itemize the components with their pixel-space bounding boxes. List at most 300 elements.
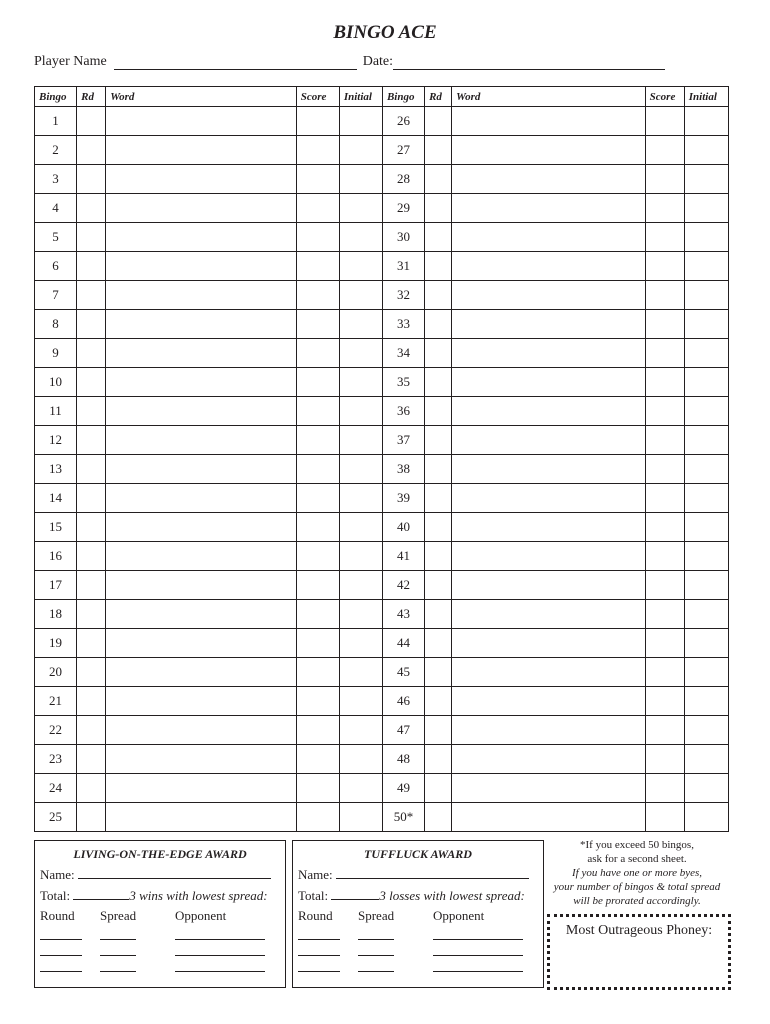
rd-cell[interactable] — [77, 542, 106, 571]
word-cell[interactable] — [106, 513, 297, 542]
initial-cell[interactable] — [684, 107, 728, 136]
rd-cell[interactable] — [77, 426, 106, 455]
word-cell[interactable] — [452, 107, 646, 136]
word-cell[interactable] — [452, 426, 646, 455]
word-cell[interactable] — [452, 281, 646, 310]
initial-cell[interactable] — [684, 194, 728, 223]
initial-cell[interactable] — [684, 426, 728, 455]
word-cell[interactable] — [106, 600, 297, 629]
rd-cell[interactable] — [425, 629, 452, 658]
edge-award-title: LIVING-ON-THE-EDGE AWARD — [73, 847, 247, 861]
word-cell[interactable] — [452, 339, 646, 368]
bingo-number: 15 — [35, 513, 77, 542]
initial-cell[interactable] — [339, 571, 382, 600]
tuff-total-label: Total: — [298, 888, 329, 903]
bingo-number: 47 — [382, 716, 424, 745]
rd-cell[interactable] — [77, 281, 106, 310]
bingo-number: 18 — [35, 600, 77, 629]
bingo-number: 5 — [35, 223, 77, 252]
bingo-number: 14 — [35, 484, 77, 513]
initial-cell[interactable] — [339, 368, 382, 397]
bingo-number: 35 — [382, 368, 424, 397]
bingo-number: 36 — [382, 397, 424, 426]
table-row — [35, 513, 729, 542]
score-cell[interactable] — [645, 281, 684, 310]
word-cell[interactable] — [452, 803, 646, 832]
word-cell[interactable] — [452, 194, 646, 223]
initial-cell[interactable] — [339, 397, 382, 426]
initial-cell[interactable] — [684, 658, 728, 687]
word-cell[interactable] — [106, 223, 297, 252]
table-row — [35, 455, 729, 484]
word-cell[interactable] — [452, 455, 646, 484]
rd-cell[interactable] — [77, 194, 106, 223]
score-cell[interactable] — [645, 397, 684, 426]
table-row — [35, 252, 729, 281]
word-cell[interactable] — [106, 194, 297, 223]
score-cell[interactable] — [296, 310, 339, 339]
word-cell[interactable] — [452, 252, 646, 281]
player-name-field[interactable] — [114, 55, 357, 70]
word-cell[interactable] — [106, 774, 297, 803]
word-cell[interactable] — [106, 484, 297, 513]
edge-spread-label: Spread — [100, 908, 137, 923]
score-cell[interactable] — [645, 803, 684, 832]
rd-cell[interactable] — [77, 165, 106, 194]
score-cell[interactable] — [645, 774, 684, 803]
initial-cell[interactable] — [684, 397, 728, 426]
score-cell[interactable] — [296, 513, 339, 542]
col-word: Word — [106, 87, 297, 107]
word-cell[interactable] — [106, 281, 297, 310]
edge-blank-row[interactable] — [40, 962, 285, 972]
bingo-number: 10 — [35, 368, 77, 397]
rd-cell[interactable] — [77, 629, 106, 658]
edge-blank-row[interactable] — [40, 930, 285, 940]
rd-cell[interactable] — [425, 484, 452, 513]
rd-cell[interactable] — [425, 455, 452, 484]
word-cell[interactable] — [106, 658, 297, 687]
score-cell[interactable] — [296, 136, 339, 165]
score-cell[interactable] — [645, 687, 684, 716]
tuff-opponent-label: Opponent — [433, 908, 485, 923]
word-cell[interactable] — [106, 542, 297, 571]
word-cell[interactable] — [106, 339, 297, 368]
edge-name-row — [40, 867, 285, 883]
initial-cell[interactable] — [339, 774, 382, 803]
score-cell[interactable] — [296, 397, 339, 426]
bingo-number: 32 — [382, 281, 424, 310]
word-cell[interactable] — [452, 774, 646, 803]
bingo-number: 27 — [382, 136, 424, 165]
word-cell[interactable] — [452, 571, 646, 600]
tuff-total-field[interactable] — [331, 889, 379, 900]
note-line: *If you exceed 50 bingos, — [580, 839, 694, 851]
rd-cell[interactable] — [77, 774, 106, 803]
score-cell[interactable] — [645, 107, 684, 136]
col-rd: Rd — [77, 87, 106, 107]
word-cell[interactable] — [452, 745, 646, 774]
score-cell[interactable] — [645, 658, 684, 687]
tuff-total-row — [298, 888, 543, 904]
rd-cell[interactable] — [425, 397, 452, 426]
word-cell[interactable] — [452, 629, 646, 658]
score-cell[interactable] — [296, 455, 339, 484]
score-cell[interactable] — [296, 658, 339, 687]
word-cell[interactable] — [452, 310, 646, 339]
score-cell[interactable] — [645, 600, 684, 629]
score-cell[interactable] — [645, 252, 684, 281]
rd-cell[interactable] — [425, 571, 452, 600]
rd-cell[interactable] — [425, 107, 452, 136]
bingo-number: 41 — [382, 542, 424, 571]
rd-cell[interactable] — [77, 368, 106, 397]
initial-cell[interactable] — [339, 629, 382, 658]
tuff-blank-row[interactable] — [298, 946, 543, 956]
rd-cell[interactable] — [77, 252, 106, 281]
rd-cell[interactable] — [425, 339, 452, 368]
exceed-note — [542, 838, 732, 908]
tuff-name-label: Name: — [298, 867, 333, 882]
rd-cell[interactable] — [425, 542, 452, 571]
rd-cell[interactable] — [77, 571, 106, 600]
initial-cell[interactable] — [339, 194, 382, 223]
initial-cell[interactable] — [339, 600, 382, 629]
bingo-number: 26 — [382, 107, 424, 136]
col-initial: Initial — [339, 87, 382, 107]
score-cell[interactable] — [296, 542, 339, 571]
rd-cell[interactable] — [425, 136, 452, 165]
word-cell[interactable] — [452, 484, 646, 513]
initial-cell[interactable] — [339, 484, 382, 513]
rd-cell[interactable] — [425, 252, 452, 281]
col-rd: Rd — [425, 87, 452, 107]
rd-cell[interactable] — [77, 484, 106, 513]
word-cell[interactable] — [452, 136, 646, 165]
table-row — [35, 803, 729, 832]
score-cell[interactable] — [296, 774, 339, 803]
initial-cell[interactable] — [684, 136, 728, 165]
word-cell[interactable] — [452, 397, 646, 426]
bingo-number: 8 — [35, 310, 77, 339]
table-row — [35, 629, 729, 658]
score-cell[interactable] — [645, 165, 684, 194]
bingo-number: 37 — [382, 426, 424, 455]
phoney-label: Most Outrageous Phoney: — [565, 923, 713, 938]
rd-cell[interactable] — [77, 513, 106, 542]
rd-cell[interactable] — [425, 513, 452, 542]
initial-cell[interactable] — [684, 600, 728, 629]
edge-name-label: Name: — [40, 867, 75, 882]
initial-cell[interactable] — [684, 368, 728, 397]
table-row — [35, 310, 729, 339]
edge-blank-row[interactable] — [40, 946, 285, 956]
word-cell[interactable] — [106, 571, 297, 600]
initial-cell[interactable] — [684, 339, 728, 368]
initial-cell[interactable] — [339, 426, 382, 455]
initial-cell[interactable] — [684, 629, 728, 658]
bingo-number: 48 — [382, 745, 424, 774]
initial-cell[interactable] — [339, 803, 382, 832]
rd-cell[interactable] — [425, 194, 452, 223]
table-row — [35, 542, 729, 571]
rd-cell[interactable] — [425, 803, 452, 832]
score-cell[interactable] — [296, 107, 339, 136]
bingo-number: 42 — [382, 571, 424, 600]
table-row — [35, 136, 729, 165]
edge-total-field[interactable] — [73, 889, 129, 900]
bingo-number: 7 — [35, 281, 77, 310]
word-cell[interactable] — [106, 368, 297, 397]
score-cell[interactable] — [645, 629, 684, 658]
bingo-number: 50* — [382, 803, 424, 832]
initial-cell[interactable] — [339, 136, 382, 165]
bingo-number: 39 — [382, 484, 424, 513]
score-cell[interactable] — [645, 194, 684, 223]
initial-cell[interactable] — [339, 745, 382, 774]
rd-cell[interactable] — [425, 368, 452, 397]
score-cell[interactable] — [645, 513, 684, 542]
rd-cell[interactable] — [425, 658, 452, 687]
word-cell[interactable] — [106, 136, 297, 165]
score-cell[interactable] — [296, 281, 339, 310]
rd-cell[interactable] — [77, 107, 106, 136]
score-cell[interactable] — [296, 571, 339, 600]
score-cell[interactable] — [296, 194, 339, 223]
score-cell[interactable] — [645, 484, 684, 513]
word-cell[interactable] — [106, 397, 297, 426]
bingo-number: 19 — [35, 629, 77, 658]
initial-cell[interactable] — [684, 803, 728, 832]
bingo-number: 25 — [35, 803, 77, 832]
rd-cell[interactable] — [425, 223, 452, 252]
word-cell[interactable] — [106, 107, 297, 136]
word-cell[interactable] — [452, 165, 646, 194]
col-bingo: Bingo — [382, 87, 424, 107]
rd-cell[interactable] — [77, 745, 106, 774]
initial-cell[interactable] — [339, 687, 382, 716]
rd-cell[interactable] — [77, 658, 106, 687]
rd-cell[interactable] — [77, 716, 106, 745]
initial-cell[interactable] — [339, 542, 382, 571]
score-cell[interactable] — [645, 455, 684, 484]
player-date-line — [34, 50, 674, 70]
bingo-number: 38 — [382, 455, 424, 484]
initial-cell[interactable] — [684, 252, 728, 281]
rd-cell[interactable] — [425, 310, 452, 339]
rd-cell[interactable] — [425, 165, 452, 194]
initial-cell[interactable] — [339, 513, 382, 542]
table-row — [35, 484, 729, 513]
initial-cell[interactable] — [339, 658, 382, 687]
date-label: Date: — [362, 54, 394, 69]
table-row — [35, 687, 729, 716]
tuff-name-field[interactable] — [336, 868, 529, 879]
bingo-number: 45 — [382, 658, 424, 687]
word-cell[interactable] — [106, 426, 297, 455]
table-row — [35, 194, 729, 223]
bingo-number: 31 — [382, 252, 424, 281]
bingo-number: 44 — [382, 629, 424, 658]
score-cell[interactable] — [645, 542, 684, 571]
word-cell[interactable] — [452, 716, 646, 745]
score-cell[interactable] — [645, 426, 684, 455]
initial-cell[interactable] — [339, 252, 382, 281]
edge-total-desc: 3 wins with lowest spread: — [129, 888, 268, 903]
score-cell[interactable] — [645, 136, 684, 165]
table-row — [35, 745, 729, 774]
col-word: Word — [452, 87, 646, 107]
word-cell[interactable] — [106, 165, 297, 194]
tuff-cols — [298, 908, 543, 924]
bingo-number: 43 — [382, 600, 424, 629]
word-cell[interactable] — [106, 455, 297, 484]
initial-cell[interactable] — [684, 513, 728, 542]
bingo-number: 49 — [382, 774, 424, 803]
tuff-name-row — [298, 867, 543, 883]
rd-cell[interactable] — [77, 687, 106, 716]
initial-cell[interactable] — [684, 571, 728, 600]
word-cell[interactable] — [106, 687, 297, 716]
word-cell[interactable] — [452, 368, 646, 397]
bingo-number: 40 — [382, 513, 424, 542]
score-cell[interactable] — [296, 368, 339, 397]
initial-cell[interactable] — [684, 484, 728, 513]
initial-cell[interactable] — [339, 310, 382, 339]
score-cell[interactable] — [296, 600, 339, 629]
score-cell[interactable] — [296, 484, 339, 513]
word-cell[interactable] — [106, 252, 297, 281]
initial-cell[interactable] — [684, 281, 728, 310]
note-line: your number of bingos & total spread — [553, 881, 721, 893]
initial-cell[interactable] — [339, 107, 382, 136]
score-cell[interactable] — [645, 571, 684, 600]
score-cell[interactable] — [296, 803, 339, 832]
initial-cell[interactable] — [339, 223, 382, 252]
rd-cell[interactable] — [77, 223, 106, 252]
score-cell[interactable] — [296, 687, 339, 716]
col-score: Score — [645, 87, 684, 107]
rd-cell[interactable] — [77, 455, 106, 484]
rd-cell[interactable] — [425, 774, 452, 803]
word-cell[interactable] — [106, 310, 297, 339]
table-row — [35, 426, 729, 455]
initial-cell[interactable] — [684, 223, 728, 252]
word-cell[interactable] — [106, 716, 297, 745]
rd-cell[interactable] — [425, 281, 452, 310]
word-cell[interactable] — [106, 803, 297, 832]
initial-cell[interactable] — [339, 339, 382, 368]
edge-name-field[interactable] — [78, 868, 271, 879]
initial-cell[interactable] — [684, 310, 728, 339]
bingo-number: 24 — [35, 774, 77, 803]
table-row — [35, 165, 729, 194]
score-cell[interactable] — [645, 745, 684, 774]
tuff-blank-row[interactable] — [298, 962, 543, 972]
edge-award-box — [34, 840, 286, 988]
word-cell[interactable] — [452, 513, 646, 542]
rd-cell[interactable] — [425, 687, 452, 716]
tuff-blank-row[interactable] — [298, 930, 543, 940]
initial-cell[interactable] — [339, 281, 382, 310]
rd-cell[interactable] — [77, 136, 106, 165]
score-cell[interactable] — [296, 716, 339, 745]
initial-cell[interactable] — [339, 716, 382, 745]
tuff-award-title: TUFFLUCK AWARD — [364, 847, 472, 861]
rd-cell[interactable] — [425, 426, 452, 455]
initial-cell[interactable] — [684, 774, 728, 803]
word-cell[interactable] — [452, 542, 646, 571]
initial-cell[interactable] — [684, 716, 728, 745]
rd-cell[interactable] — [77, 310, 106, 339]
date-field[interactable] — [393, 55, 665, 70]
score-cell[interactable] — [296, 629, 339, 658]
initial-cell[interactable] — [684, 745, 728, 774]
score-cell[interactable] — [645, 339, 684, 368]
rd-cell[interactable] — [77, 397, 106, 426]
score-cell[interactable] — [296, 426, 339, 455]
bingo-number: 11 — [35, 397, 77, 426]
edge-round-label: Round — [40, 908, 75, 923]
table-row — [35, 107, 729, 136]
word-cell[interactable] — [452, 658, 646, 687]
table-row — [35, 774, 729, 803]
initial-cell[interactable] — [339, 165, 382, 194]
col-score: Score — [296, 87, 339, 107]
edge-cols — [40, 908, 285, 924]
rd-cell[interactable] — [425, 745, 452, 774]
score-cell[interactable] — [296, 165, 339, 194]
initial-cell[interactable] — [684, 455, 728, 484]
initial-cell[interactable] — [339, 455, 382, 484]
initial-cell[interactable] — [684, 542, 728, 571]
score-cell[interactable] — [296, 252, 339, 281]
rd-cell[interactable] — [77, 339, 106, 368]
edge-total-label: Total: — [40, 888, 71, 903]
bingo-number: 23 — [35, 745, 77, 774]
rd-cell[interactable] — [77, 600, 106, 629]
score-cell[interactable] — [645, 716, 684, 745]
score-cell[interactable] — [645, 310, 684, 339]
word-cell[interactable] — [452, 687, 646, 716]
initial-cell[interactable] — [684, 165, 728, 194]
table-header-row — [35, 87, 729, 107]
score-cell[interactable] — [296, 339, 339, 368]
word-cell[interactable] — [106, 745, 297, 774]
rd-cell[interactable] — [425, 600, 452, 629]
word-cell[interactable] — [452, 600, 646, 629]
bingo-number: 12 — [35, 426, 77, 455]
edge-opponent-label: Opponent — [175, 908, 227, 923]
col-bingo: Bingo — [35, 87, 77, 107]
word-cell[interactable] — [452, 223, 646, 252]
score-cell[interactable] — [296, 745, 339, 774]
word-cell[interactable] — [106, 629, 297, 658]
score-cell[interactable] — [645, 368, 684, 397]
table-row — [35, 339, 729, 368]
initial-cell[interactable] — [684, 687, 728, 716]
note-line: If you have one or more byes, — [571, 867, 703, 879]
score-cell[interactable] — [645, 223, 684, 252]
outrageous-phoney-box[interactable] — [547, 914, 731, 990]
tuff-spread-label: Spread — [358, 908, 395, 923]
col-initial: Initial — [684, 87, 728, 107]
player-name-label: Player Name — [34, 54, 107, 69]
rd-cell[interactable] — [425, 716, 452, 745]
score-cell[interactable] — [296, 223, 339, 252]
rd-cell[interactable] — [77, 803, 106, 832]
table-row — [35, 397, 729, 426]
